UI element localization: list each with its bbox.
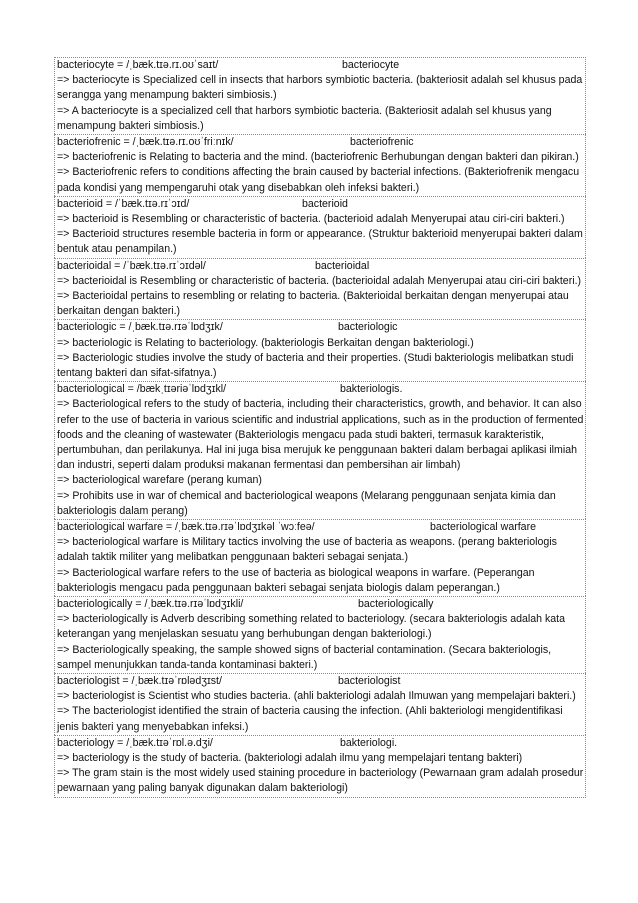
entry-line: => bacterioidal is Resembling or characteristic of bacteria. (bacterioidal adalah Menyerupai atau ciri-ciri bakteri.): [57, 274, 582, 287]
entry-bacteriocyte: [54, 57, 586, 134]
entry-bacteriofrenic: [54, 134, 586, 196]
entry-heading: [57, 674, 584, 689]
entry-heading: [57, 382, 584, 397]
entry-line: => Bacteriologically speaking, the sample showed signs of bacterial contamination. (Secara bakteriologis, sampel menunjukkan tanda-tanda kontaminasi bakteri.): [57, 643, 552, 671]
entry-heading: [57, 197, 584, 212]
entry-line: => A bacteriocyte is a specialized cell that harbors symbiotic bacteria. (Bakteriosit adalah sel khusus yang menampung bakteri simbiosis.): [57, 104, 552, 132]
entry-term: bacteriologic = /ˌbæk.tɪə.rɪəˈlɒdʒɪk/: [57, 321, 223, 334]
entry-gloss: bacteriologically: [358, 598, 434, 610]
entry-line: => Bacteriological refers to the study of bacteria, including their characteristics, growth, and behavior. It can also refer to the use of bacteria in various scientific and industrial applications, such as in the production of fermented foods and the cleaning of wastewater (Bakteriologis mengacu pada studi bakteri, termasuk karakteristik, pertumbuhan, dan perilakunya. Hal ini juga bisa merujuk ke penggunaan bakteri dalam berbagai aplikasi ilmiah dan industri, seperti dalam produksi makanan fermentasi dan pembersihan air limbah): [57, 398, 584, 472]
entry-term: bacteriology = /ˌbæk.tɪəˈrɒl.ə.dʒi/: [57, 736, 213, 749]
entry-line: => Bacteriologic studies involve the study of bacteria and their properties. (Studi bakteriologis melibatkan studi tentang bakteri dan sifat-sifatnya.): [57, 351, 574, 379]
entry-line: => The bacteriologist identified the strain of bacteria causing the infection. (Ahli bakteriologi mengidentifikasi jenis bakteri yang menyebabkan infeksi.): [57, 705, 563, 733]
entry-gloss: bacteriofrenic: [350, 136, 414, 148]
entry-heading: [57, 320, 584, 335]
dictionary-page: [54, 57, 586, 798]
entry-heading: [57, 736, 584, 751]
entry-bacterioid: [54, 196, 586, 258]
entry-term: bacterioidal = /ˈbæk.tɪə.rɪˈɔɪdəl/: [57, 259, 206, 272]
entry-term: bacteriological warfare = /ˌbæk.tɪə.rɪəˈlɒdʒɪkəl ˈwɔːfeə/: [57, 521, 315, 533]
entry-gloss: bakteriologis.: [340, 383, 403, 396]
entry-term: bacteriocyte = /ˌbæk.tɪə.rɪ.oʊˈsaɪt/: [57, 59, 219, 71]
entry-bacteriological-warfare: [54, 519, 586, 596]
entry-line: => The gram stain is the most widely used staining procedure in bacteriology (Pewarnaan gram adalah prosedur pewarnaan yang paling banyak digunakan dalam bakteriologi): [57, 767, 584, 795]
entry-heading: [57, 520, 584, 535]
entry-term: bacterioid = /ˈbæk.tɪə.rɪˈɔɪd/: [57, 197, 190, 210]
entry-heading: [57, 58, 584, 73]
entry-bacteriologic: [54, 319, 586, 381]
entry-line: => Bacteriological warfare refers to the use of bacteria as biological weapons in warfare. (Peperangan bakteriologis mengacu pada penggunaan bakteri sebagai senjata biologis dalam peperangan.): [57, 566, 535, 594]
entry-gloss: bacterioidal: [315, 259, 370, 272]
entry-line: => bacteriology is the study of bacteria. (bakteriologi adalah ilmu yang mempelajari tentang bakteri): [57, 751, 523, 764]
entry-bacteriologist: [54, 673, 586, 735]
entry-term: bacteriologist = /ˌbæk.tɪəˈrɒlədʒɪst/: [57, 675, 222, 687]
entry-term: bacteriofrenic = /ˌbæk.tɪə.rɪ.oʊˈfriːnɪk/: [57, 136, 234, 148]
entry-line: => bacteriologist is Scientist who studies bacteria. (ahli bakteriologi adalah Ilmuwan yang mempelajari bakteri.): [57, 690, 576, 703]
entry-line: => Bacterioidal pertains to resembling or relating to bacteria. (Bakterioidal berkaitan dengan menyerupai atau berkaitan dengan bakteri.): [57, 289, 569, 318]
entry-line: => bacterioid is Resembling or characteristic of bacteria. (bacterioid adalah Menyerupai atau ciri-ciri bakteri.): [57, 212, 565, 225]
entry-gloss: bacteriologist: [338, 675, 401, 687]
entry-line: => Bacterioid structures resemble bacteria in form or appearance. (Struktur bakterioid menyerupai bakteri dalam bentuk atau penampilan.): [57, 228, 583, 256]
entry-bacteriologically: [54, 596, 586, 673]
entry-bacterioidal: [54, 258, 586, 320]
entry-line: => Bacteriofrenic refers to conditions affecting the brain caused by bacterial infections. (Bakteriofrenik mengacu pada kondisi yang mempengaruhi otak yang disebabkan oleh infeksi bakteri.): [57, 166, 580, 194]
entry-line: => bacteriological warefare (perang kuman): [57, 474, 262, 487]
entry-term: bacteriologically = /ˌbæk.tɪə.rɪəˈlɒdʒɪkli/: [57, 598, 244, 610]
entry-line: => bacteriocyte is Specialized cell in insects that harbors symbiotic bacteria. (bakteriosit adalah sel khusus pada serangga yang menampung bakteri simbiosis.): [57, 74, 583, 102]
entry-bacteriological: [54, 381, 586, 519]
entry-line: => bacteriologic is Relating to bacteriology. (bakteriologis Berkaitan dengan bakteriologi.): [57, 336, 474, 349]
entry-line: => bacteriologically is Adverb describing something related to bacteriology. (secara bakteriologis adalah kata keterangan yang menjelaskan sesuatu yang berhubungan dengan bakteriologi.): [57, 613, 566, 641]
entry-gloss: bacteriologic: [338, 321, 398, 334]
entry-gloss: bacteriological warfare: [430, 521, 536, 533]
entry-line: => Prohibits use in war of chemical and bacteriological weapons (Melarang penggunaan senjata kimia dan bakteriologis dalam perang): [57, 489, 556, 517]
entry-heading: [57, 597, 584, 612]
entry-line: => bacteriological warfare is Military tactics involving the use of bacteria as weapons. (perang bakteriologis adalah taktik militer yang melibatkan penggunaan bakteri sebagai senjata.): [57, 536, 557, 564]
entry-bacteriology: [54, 735, 586, 798]
entry-line: => bacteriofrenic is Relating to bacteria and the mind. (bacteriofrenic Berhubungan dengan bakteri dan pikiran.): [57, 151, 579, 164]
entry-gloss: bacterioid: [302, 197, 348, 210]
entry-gloss: bakteriologi.: [340, 736, 398, 749]
entry-heading: [57, 259, 584, 274]
entry-term: bacteriological = /bækˌtɪəriəˈlɒdʒɪkl/: [57, 383, 227, 396]
entry-gloss: bacteriocyte: [342, 59, 400, 71]
entry-heading: [57, 135, 584, 150]
